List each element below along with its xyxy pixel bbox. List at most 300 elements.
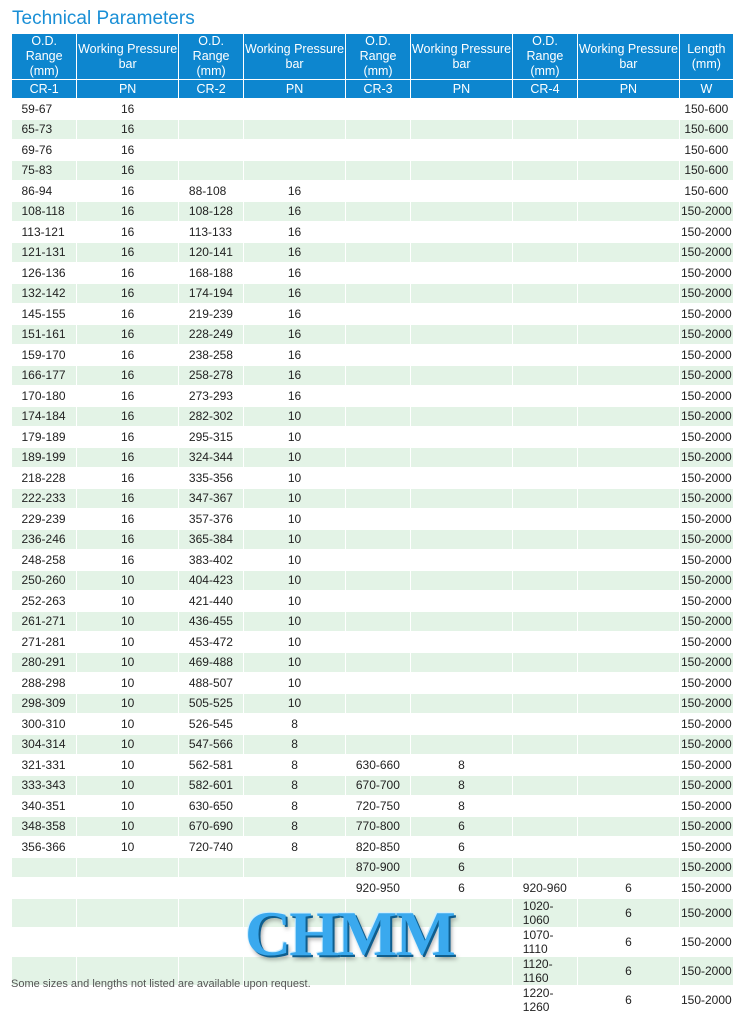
table-cell: [345, 693, 410, 714]
table-cell: [411, 550, 513, 571]
table-cell: 16: [244, 283, 346, 304]
table-cell: 10: [244, 427, 346, 448]
table-cell: 547-566: [178, 734, 243, 755]
table-cell: 166-177: [12, 365, 77, 386]
table-cell: 16: [77, 345, 179, 366]
table-cell: 150-2000: [679, 816, 733, 837]
table-cell: 150-2000: [679, 755, 733, 776]
table-cell: [512, 447, 577, 468]
table-cell: 16: [77, 447, 179, 468]
table-cell: 150-2000: [679, 468, 733, 489]
table-cell: [578, 529, 680, 550]
table-row: [12, 529, 734, 550]
table-cell: 10: [77, 673, 179, 694]
table-cell: 335-356: [178, 468, 243, 489]
table-cell: [512, 222, 577, 243]
table-cell: 16: [77, 509, 179, 530]
table-row: [12, 550, 734, 571]
table-cell: [578, 775, 680, 796]
table-cell: 321-331: [12, 755, 77, 776]
table-cell: 10: [77, 755, 179, 776]
table-cell: [411, 365, 513, 386]
table-cell: 1020-1060: [512, 898, 577, 927]
table-cell: 16: [77, 283, 179, 304]
table-cell: 271-281: [12, 632, 77, 653]
table-row: [12, 222, 734, 243]
table-cell: 150-2000: [679, 386, 733, 407]
header-cell: Working Pressure bar: [411, 34, 513, 80]
table-cell: [512, 837, 577, 858]
table-cell: 10: [244, 529, 346, 550]
table-cell: 16: [244, 365, 346, 386]
header-code: CR-4: [512, 80, 577, 99]
table-cell: [345, 140, 410, 161]
table-cell: 8: [244, 755, 346, 776]
table-cell: [345, 365, 410, 386]
table-cell: [345, 201, 410, 222]
table-cell: 150-600: [679, 99, 733, 120]
table-cell: 383-402: [178, 550, 243, 571]
table-cell: 10: [244, 652, 346, 673]
table-cell: [512, 693, 577, 714]
table-cell: 453-472: [178, 632, 243, 653]
table-cell: 16: [77, 468, 179, 489]
table-cell: 630-660: [345, 755, 410, 776]
header-cell: O.D. Range (mm): [345, 34, 410, 80]
table-cell: 10: [77, 652, 179, 673]
table-row: [12, 509, 734, 530]
table-cell: [411, 386, 513, 407]
table-header: [12, 34, 734, 99]
table-cell: 10: [77, 837, 179, 858]
table-cell: 1220-1260: [512, 985, 577, 1014]
table-cell: [512, 283, 577, 304]
table-cell: [178, 119, 243, 140]
table-cell: [512, 509, 577, 530]
table-cell: [411, 242, 513, 263]
table-cell: 10: [77, 775, 179, 796]
header-code: CR-1: [12, 80, 77, 99]
table-cell: 10: [244, 570, 346, 591]
table-cell: [578, 386, 680, 407]
table-cell: 150-2000: [679, 878, 733, 899]
header-code: CR-3: [345, 80, 410, 99]
table-cell: [77, 927, 179, 956]
table-row: [12, 673, 734, 694]
table-cell: [411, 283, 513, 304]
table-cell: [411, 140, 513, 161]
table-cell: 145-155: [12, 304, 77, 325]
table-cell: 670-700: [345, 775, 410, 796]
table-cell: [578, 119, 680, 140]
table-cell: [244, 140, 346, 161]
table-cell: 150-2000: [679, 775, 733, 796]
table-cell: [578, 201, 680, 222]
table-cell: [411, 591, 513, 612]
table-cell: 720-740: [178, 837, 243, 858]
table-cell: [512, 550, 577, 571]
table-cell: [244, 119, 346, 140]
table-cell: [512, 201, 577, 222]
table-cell: [512, 119, 577, 140]
table-cell: [578, 509, 680, 530]
header-cell: Length (mm): [679, 34, 733, 80]
table-cell: 150-2000: [679, 283, 733, 304]
table-cell: 6: [578, 985, 680, 1014]
header-cell: Working Pressure bar: [77, 34, 179, 80]
table-cell: 150-600: [679, 160, 733, 181]
table-cell: 280-291: [12, 652, 77, 673]
header-cell: Working Pressure bar: [244, 34, 346, 80]
table-cell: 16: [77, 181, 179, 202]
table-cell: 6: [578, 927, 680, 956]
table-cell: 16: [77, 386, 179, 407]
table-cell: [578, 283, 680, 304]
table-cell: [77, 878, 179, 899]
table-cell: 10: [244, 693, 346, 714]
table-cell: 1070-1110: [512, 927, 577, 956]
table-cell: [345, 734, 410, 755]
table-cell: 16: [77, 222, 179, 243]
table-cell: [411, 304, 513, 325]
table-cell: 150-2000: [679, 263, 733, 284]
table-row: [12, 140, 734, 161]
table-cell: 16: [77, 365, 179, 386]
table-cell: 189-199: [12, 447, 77, 468]
table-cell: 16: [77, 99, 179, 120]
table-row: [12, 734, 734, 755]
table-cell: [411, 447, 513, 468]
table-cell: 436-455: [178, 611, 243, 632]
table-cell: 300-310: [12, 714, 77, 735]
table-cell: 770-800: [345, 816, 410, 837]
table-cell: 150-2000: [679, 242, 733, 263]
table-cell: 150-2000: [679, 796, 733, 817]
table-cell: 65-73: [12, 119, 77, 140]
table-cell: 16: [244, 386, 346, 407]
table-row: [12, 632, 734, 653]
table-cell: 218-228: [12, 468, 77, 489]
table-cell: [178, 160, 243, 181]
table-cell: [578, 263, 680, 284]
table-row: [12, 775, 734, 796]
table-cell: 10: [244, 611, 346, 632]
table-row: [12, 160, 734, 181]
table-cell: 295-315: [178, 427, 243, 448]
table-cell: [345, 509, 410, 530]
table-cell: [345, 611, 410, 632]
table-cell: [512, 714, 577, 735]
table-cell: [512, 468, 577, 489]
table-cell: 150-2000: [679, 345, 733, 366]
table-cell: 150-2000: [679, 570, 733, 591]
table-cell: [512, 796, 577, 817]
table-cell: [512, 160, 577, 181]
table-cell: 108-128: [178, 201, 243, 222]
table-cell: [512, 652, 577, 673]
table-row: [12, 611, 734, 632]
table-cell: [244, 878, 346, 899]
table-cell: 340-351: [12, 796, 77, 817]
table-cell: [345, 714, 410, 735]
table-cell: 1120-1160: [512, 956, 577, 985]
table-cell: [512, 755, 577, 776]
table-cell: 10: [77, 611, 179, 632]
table-cell: 174-184: [12, 406, 77, 427]
table-cell: 16: [77, 324, 179, 345]
page-title: Technical Parameters: [12, 8, 195, 29]
table-cell: [345, 427, 410, 448]
table-cell: [345, 488, 410, 509]
table-row: [12, 119, 734, 140]
table-cell: 8: [244, 714, 346, 735]
table-cell: 219-239: [178, 304, 243, 325]
header-cell: O.D. Range (mm): [178, 34, 243, 80]
table-cell: [411, 201, 513, 222]
header-cell: Working Pressure bar: [578, 34, 680, 80]
table-cell: 159-170: [12, 345, 77, 366]
table-cell: 6: [578, 956, 680, 985]
table-cell: 150-2000: [679, 509, 733, 530]
table-cell: 86-94: [12, 181, 77, 202]
table-row: [12, 242, 734, 263]
table-cell: [77, 898, 179, 927]
table-cell: 170-180: [12, 386, 77, 407]
table-cell: [411, 345, 513, 366]
table-cell: 720-750: [345, 796, 410, 817]
table-cell: 8: [244, 816, 346, 837]
table-cell: 298-309: [12, 693, 77, 714]
table-cell: [345, 406, 410, 427]
table-cell: 69-76: [12, 140, 77, 161]
table-cell: [578, 447, 680, 468]
table-cell: 150-2000: [679, 222, 733, 243]
table-cell: 150-2000: [679, 673, 733, 694]
table-cell: [411, 160, 513, 181]
table-cell: 121-131: [12, 242, 77, 263]
table-cell: 150-600: [679, 119, 733, 140]
table-cell: 150-2000: [679, 714, 733, 735]
table-cell: 222-233: [12, 488, 77, 509]
table-cell: 10: [244, 509, 346, 530]
table-cell: 10: [244, 632, 346, 653]
table-cell: [512, 427, 577, 448]
table-cell: [178, 99, 243, 120]
table-cell: [12, 857, 77, 878]
table-cell: 16: [77, 119, 179, 140]
table-cell: [578, 652, 680, 673]
table-cell: [578, 611, 680, 632]
table-row: [12, 427, 734, 448]
table-cell: 150-2000: [679, 324, 733, 345]
table-cell: [578, 304, 680, 325]
table-cell: [345, 529, 410, 550]
table-cell: [345, 386, 410, 407]
table-cell: [578, 488, 680, 509]
table-cell: [345, 632, 410, 653]
table-cell: [411, 181, 513, 202]
table-cell: [411, 324, 513, 345]
table-cell: 6: [411, 857, 513, 878]
table-cell: [411, 632, 513, 653]
table-cell: [345, 673, 410, 694]
table-cell: [244, 99, 346, 120]
table-row: [12, 304, 734, 325]
table-row: [12, 714, 734, 735]
table-cell: [345, 550, 410, 571]
header-code: CR-2: [178, 80, 243, 99]
table-cell: 150-2000: [679, 406, 733, 427]
table-cell: 150-2000: [679, 956, 733, 985]
table-cell: [411, 714, 513, 735]
table-cell: [578, 181, 680, 202]
table-cell: 150-2000: [679, 693, 733, 714]
table-row: [12, 652, 734, 673]
table-cell: [578, 755, 680, 776]
table-cell: 16: [77, 406, 179, 427]
table-cell: 8: [244, 796, 346, 817]
table-cell: 10: [77, 570, 179, 591]
table-cell: 150-2000: [679, 304, 733, 325]
table-cell: 150-2000: [679, 857, 733, 878]
table-cell: 820-850: [345, 837, 410, 858]
table-cell: 582-601: [178, 775, 243, 796]
table-cell: [345, 468, 410, 489]
table-cell: [578, 816, 680, 837]
table-cell: [12, 898, 77, 927]
table-cell: 16: [244, 181, 346, 202]
table-cell: 6: [411, 878, 513, 899]
table-cell: 920-950: [345, 878, 410, 899]
table-row: [12, 693, 734, 714]
header-row-codes: [12, 80, 734, 99]
table-cell: [345, 652, 410, 673]
table-cell: [411, 529, 513, 550]
table-cell: 150-600: [679, 140, 733, 161]
table-cell: [345, 181, 410, 202]
table-cell: 870-900: [345, 857, 410, 878]
table-cell: 347-367: [178, 488, 243, 509]
table-cell: [411, 263, 513, 284]
table-cell: [411, 693, 513, 714]
table-cell: 16: [77, 427, 179, 448]
table-cell: [345, 263, 410, 284]
table-cell: [411, 406, 513, 427]
table-cell: 150-2000: [679, 927, 733, 956]
table-row: [12, 796, 734, 817]
table-cell: 132-142: [12, 283, 77, 304]
table-cell: [578, 632, 680, 653]
table-cell: 670-690: [178, 816, 243, 837]
table-cell: 288-298: [12, 673, 77, 694]
table-cell: 273-293: [178, 386, 243, 407]
table-cell: [411, 468, 513, 489]
table-cell: 16: [77, 529, 179, 550]
table-row: [12, 468, 734, 489]
table-cell: 8: [244, 775, 346, 796]
table-cell: 16: [77, 242, 179, 263]
table-cell: 421-440: [178, 591, 243, 612]
table-cell: [578, 673, 680, 694]
header-row-titles: [12, 34, 734, 80]
table-cell: 10: [244, 447, 346, 468]
table-cell: [345, 242, 410, 263]
table-cell: [411, 652, 513, 673]
table-cell: [411, 611, 513, 632]
table-row: [12, 386, 734, 407]
table-cell: [512, 632, 577, 653]
table-row: [12, 591, 734, 612]
table-cell: 10: [244, 406, 346, 427]
table-cell: [411, 570, 513, 591]
table-cell: [411, 99, 513, 120]
table-cell: 920-960: [512, 878, 577, 899]
table-cell: 150-2000: [679, 734, 733, 755]
table-row: [12, 406, 734, 427]
table-cell: 8: [411, 775, 513, 796]
table-cell: [77, 857, 179, 878]
table-cell: 404-423: [178, 570, 243, 591]
table-cell: 16: [77, 201, 179, 222]
table-cell: [578, 468, 680, 489]
table-cell: [12, 878, 77, 899]
table-cell: [512, 775, 577, 796]
table-row: [12, 488, 734, 509]
table-cell: [512, 488, 577, 509]
table-cell: 10: [77, 591, 179, 612]
table-cell: 261-271: [12, 611, 77, 632]
table-cell: [578, 837, 680, 858]
table-cell: 6: [411, 837, 513, 858]
table-cell: [578, 693, 680, 714]
table-cell: 10: [77, 816, 179, 837]
table-cell: [512, 386, 577, 407]
table-row: [12, 857, 734, 878]
table-cell: 16: [77, 488, 179, 509]
table-cell: [345, 160, 410, 181]
table-cell: 150-2000: [679, 427, 733, 448]
table-cell: [345, 570, 410, 591]
table-cell: 258-278: [178, 365, 243, 386]
header-code: PN: [578, 80, 680, 99]
table-cell: 10: [77, 734, 179, 755]
table-cell: 324-344: [178, 447, 243, 468]
table-cell: 333-343: [12, 775, 77, 796]
table-cell: 250-260: [12, 570, 77, 591]
table-cell: [512, 345, 577, 366]
table-cell: 10: [244, 468, 346, 489]
table-cell: [578, 365, 680, 386]
table-cell: [578, 406, 680, 427]
table-cell: [512, 242, 577, 263]
table-cell: 8: [411, 796, 513, 817]
table-cell: 150-2000: [679, 488, 733, 509]
table-cell: 150-2000: [679, 201, 733, 222]
table-cell: 16: [244, 324, 346, 345]
table-cell: [512, 406, 577, 427]
table-cell: 150-2000: [679, 529, 733, 550]
table-cell: 126-136: [12, 263, 77, 284]
table-cell: 469-488: [178, 652, 243, 673]
table-cell: 348-358: [12, 816, 77, 837]
table-cell: 562-581: [178, 755, 243, 776]
table-cell: [578, 714, 680, 735]
table-cell: [244, 160, 346, 181]
table-cell: 526-545: [178, 714, 243, 735]
table-cell: 120-141: [178, 242, 243, 263]
table-cell: [512, 591, 577, 612]
table-cell: [578, 550, 680, 571]
